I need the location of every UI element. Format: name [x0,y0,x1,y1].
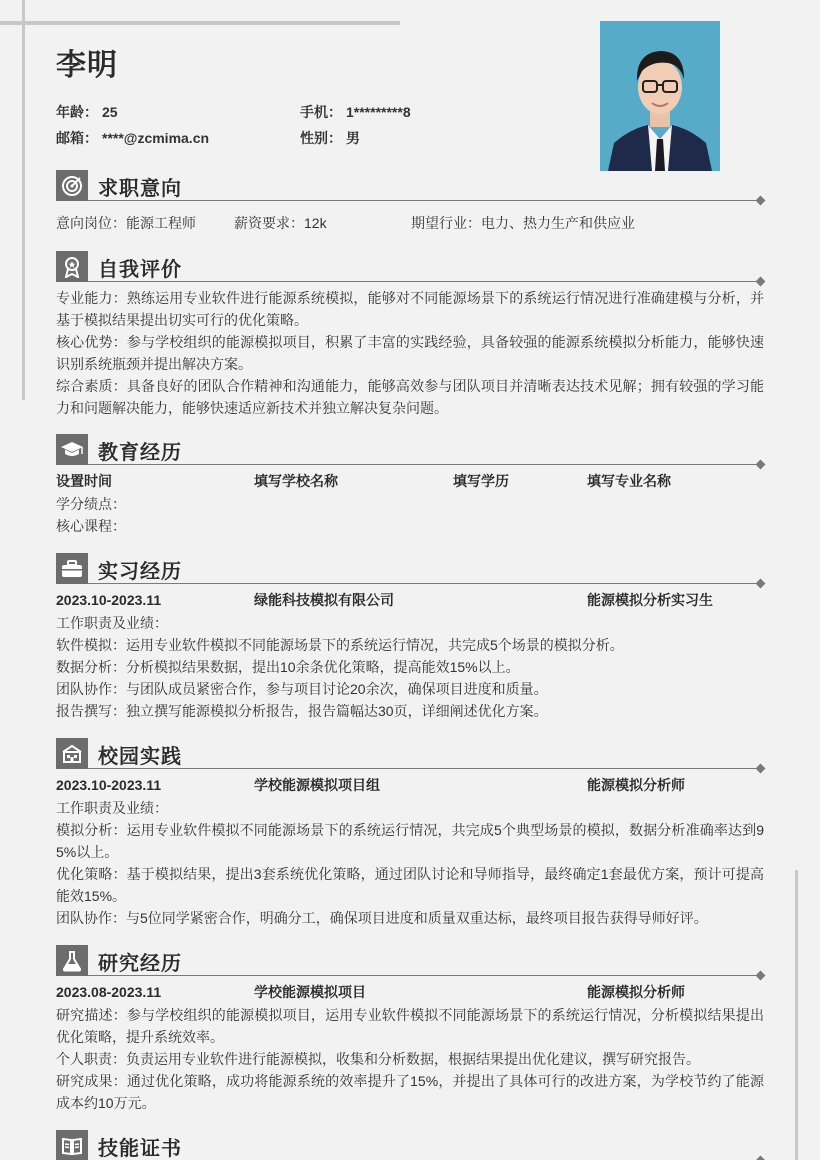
major-name: 填写专业名称 [587,473,671,489]
section-header [56,553,764,585]
decorative-left-line [22,0,25,400]
divider-diamond [756,1156,766,1160]
section-header [56,945,764,977]
gender-value: 男 [346,130,360,146]
book-icon [56,1130,88,1160]
section-header [56,251,764,283]
email-value: ****@zcmima.cn [102,130,210,146]
section-header [56,738,764,770]
medal-icon [56,251,88,282]
intended-position: 意向岗位：能源工程师 [56,215,196,231]
age-value: 25 [102,104,118,120]
research-role: 能源模拟分析师 [587,984,685,1000]
section-title: 自我评价 [98,259,182,281]
internship-period: 2023.10-2023.11 [56,592,162,608]
job-intent-row [56,212,764,235]
section-self-eval [56,251,764,419]
section-header [56,1130,764,1160]
profile-photo [600,21,720,171]
research-line: 个人职责：负责运用专业软件进行能源模拟，收集和分析数据，根据结果提出优化建议，撰写研究报告。 [56,1051,700,1067]
internship-line: 团队协作：与团队成员紧密合作，参与项目讨论20余次，确保项目进度和质量。 [56,681,548,697]
age-info [56,102,118,122]
age-label: 年龄： [56,104,98,120]
section-header [56,434,764,466]
campus-line: 模拟分析：运用专业软件模拟不同能源场景下的系统运行情况，共完成5个典型场景的模拟，数据分析准确率达到95%以上。 [56,822,764,860]
graduation-cap-icon [56,434,88,465]
education-row [56,470,764,493]
research-line: 研究成果：通过优化策略，成功将能源系统的效率提升了15%，并提出了具体可行的改进方案，为学校节约了能源成本约10万元。 [56,1073,764,1111]
briefcase-icon [56,553,88,584]
internship-line: 工作职责及业绩： [56,615,168,631]
school-name: 填写学校名称 [254,473,338,489]
section-divider [88,583,761,584]
self-eval-paragraph: 核心优势：参与学校组织的能源模拟项目，积累了丰富的实践经验，具备较强的能源系统模拟分析能力，能够快速识别系统瓶颈并提出解决方案。 [56,334,764,372]
research-line: 研究描述：参与学校组织的能源模拟项目，运用专业软件模拟不同能源场景下的系统运行情况，分析模拟结果提出优化策略，提升系统效率。 [56,1007,764,1045]
expected-industry: 期望行业：电力、热力生产和供应业 [411,215,635,231]
divider-diamond [756,277,766,287]
self-eval-body [56,287,764,419]
phone-value: 1*********8 [346,104,411,120]
email-info [56,128,209,148]
self-eval-paragraph: 专业能力：熟练运用专业软件进行能源系统模拟，能够对不同能源场景下的系统运行情况进行准确建模与分析，并基于模拟结果提出切实可行的优化策略。 [56,290,764,328]
research-body [56,1004,764,1114]
gender-label: 性别： [300,130,342,146]
gender-info [300,128,360,148]
internship-company: 绿能科技模拟有限公司 [254,592,394,608]
section-header [56,170,764,202]
divider-diamond [756,764,766,774]
research-project: 学校能源模拟项目 [254,984,366,1000]
section-education [56,434,764,537]
campus-row [56,774,764,797]
internship-row [56,589,764,612]
campus-period: 2023.10-2023.11 [56,777,162,793]
degree: 填写学历 [453,473,509,489]
email-label: 邮箱： [56,130,98,146]
section-job-intent [56,170,764,235]
divider-diamond [756,971,766,981]
internship-line: 数据分析：分析模拟结果数据，提出10余条优化策略，提高能效15%以上。 [56,659,520,675]
section-title: 校园实践 [98,746,182,768]
section-title: 实习经历 [98,561,182,583]
self-eval-paragraph: 综合素质：具备良好的团队合作精神和沟通能力，能够高效参与团队项目并清晰表达技术见解；拥有较强的学习能力和问题解决能力，能够快速适应新技术并独立解决复杂问题。 [56,378,764,416]
research-period: 2023.08-2023.11 [56,984,162,1000]
target-icon [56,170,88,201]
section-divider [88,768,761,769]
core-courses-line: 核心课程： [56,518,126,534]
section-title: 技能证书 [98,1138,182,1160]
candidate-name: 李明 [56,49,118,82]
campus-body [56,797,764,929]
decorative-top-line [0,21,400,25]
salary-requirement: 薪资要求：12k [234,215,327,231]
phone-label: 手机： [300,104,342,120]
section-campus [56,738,764,929]
internship-line: 软件模拟：运用专业软件模拟不同能源场景下的系统运行情况，共完成5个场景的模拟分析。 [56,637,624,653]
decorative-right-line [795,870,798,1160]
school-building-icon [56,738,88,769]
campus-line: 优化策略：基于模拟结果，提出3套系统优化策略，通过团队讨论和导师指导，最终确定1套最优方案，预计可提高能效15%。 [56,866,764,904]
flask-icon [56,945,88,976]
phone-info [300,102,411,122]
section-title: 求职意向 [98,178,182,200]
section-title: 研究经历 [98,953,182,975]
campus-line: 工作职责及业绩： [56,800,168,816]
section-divider [88,975,761,976]
section-divider [88,464,761,465]
internship-role: 能源模拟分析实习生 [587,592,713,608]
section-internship [56,553,764,722]
section-divider [88,281,761,282]
campus-org: 学校能源模拟项目组 [254,777,380,793]
divider-diamond [756,460,766,470]
education-time: 设置时间 [56,473,112,489]
research-row [56,981,764,1004]
campus-role: 能源模拟分析师 [587,777,685,793]
gpa-line: 学分绩点： [56,496,126,512]
divider-diamond [756,196,766,206]
section-skills [56,1130,764,1160]
internship-line: 报告撰写：独立撰写能源模拟分析报告，报告篇幅达30页，详细阐述优化方案。 [56,703,548,719]
section-divider [88,200,761,201]
section-title: 教育经历 [98,442,182,464]
campus-line: 团队协作：与5位同学紧密合作，明确分工，确保项目进度和质量双重达标，最终项目报告获得导师好评。 [56,910,708,926]
section-research [56,945,764,1114]
divider-diamond [756,579,766,589]
internship-body [56,612,764,722]
